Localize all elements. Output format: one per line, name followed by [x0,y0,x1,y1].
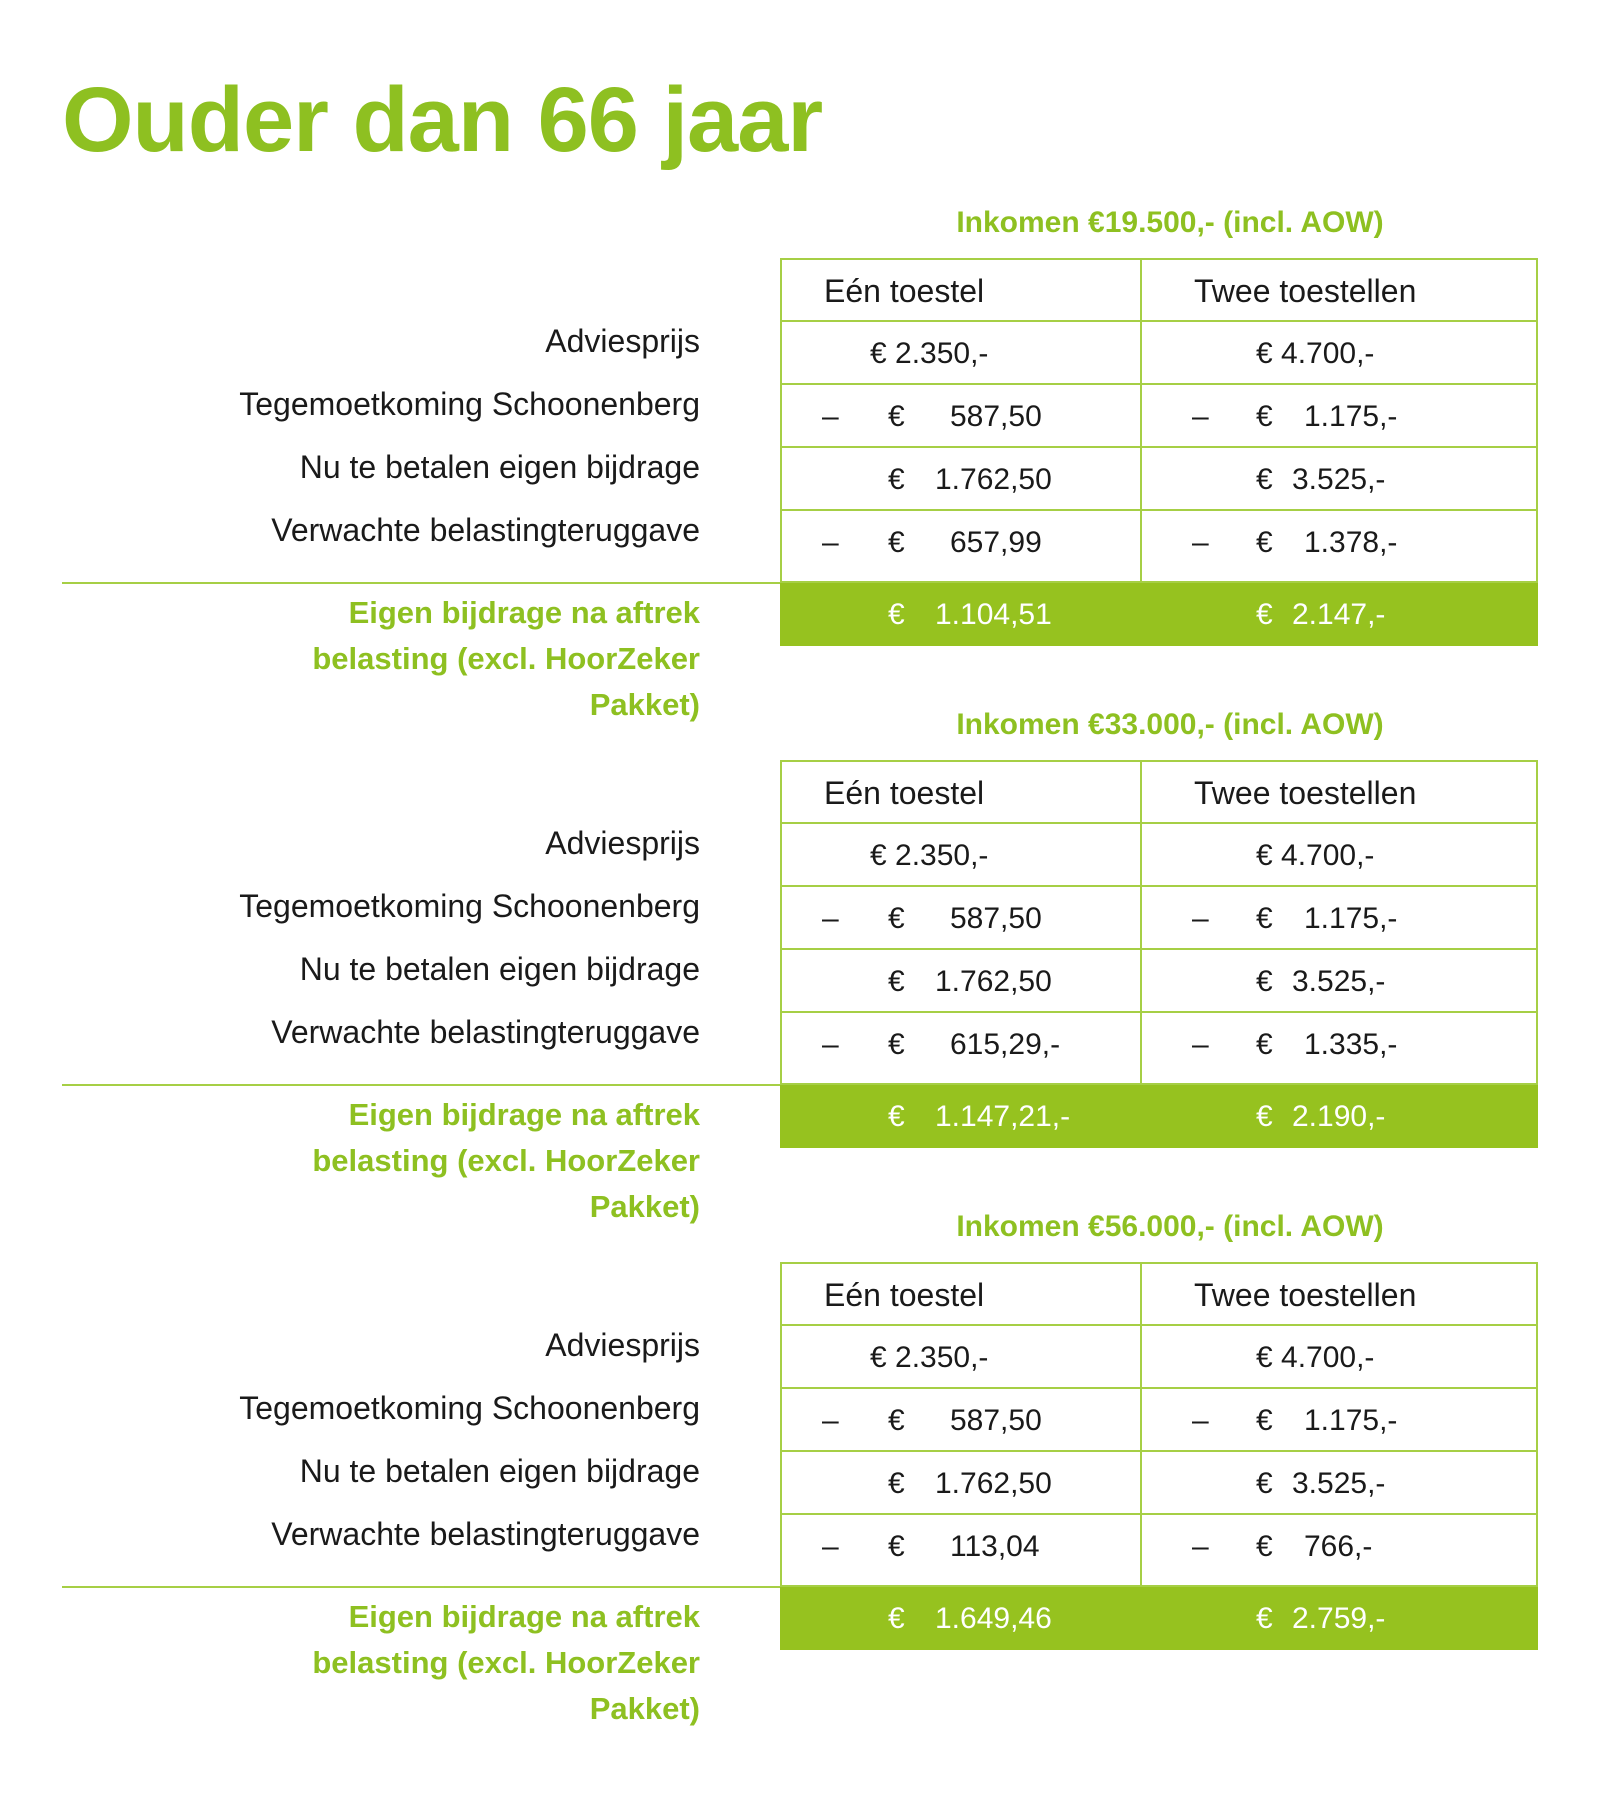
total-bar [780,583,1538,646]
euro-sign: € [888,1467,905,1500]
minus-sign: – [822,902,839,935]
euro-sign: € [888,1100,905,1133]
euro-sign: € [1256,1404,1273,1437]
separator-line [62,582,780,584]
row-label-tegemoetkoming: Tegemoetkoming Schoonenberg [239,1390,700,1426]
column-header-one: Eén toestel [824,775,985,811]
euro-sign: € [888,526,905,559]
separator-line [62,1586,780,1588]
euro-sign: € [1256,598,1273,631]
minus-sign: – [1192,1404,1209,1437]
column-divider [1140,760,1142,1085]
total-label-line: Pakket) [589,687,700,722]
total-label-line: belasting (excl. HoorZeker [312,1645,700,1680]
income-section [0,198,1600,722]
column-divider [1140,258,1142,583]
row-label-nu-te-betalen: Nu te betalen eigen bijdrage [299,1453,700,1489]
section-heading: Inkomen €19.500,- (incl. AOW) [956,206,1384,239]
section-heading: Inkomen €33.000,- (incl. AOW) [956,708,1384,741]
euro-sign: € [1256,1028,1273,1061]
minus-sign: – [822,1530,839,1563]
tegemoetkoming-one: 587,50 [950,400,1042,433]
euro-sign: € [888,598,905,631]
row-label-tegemoetkoming: Tegemoetkoming Schoonenberg [239,386,700,422]
belastingteruggave-one: 615,29,- [950,1028,1061,1061]
euro-sign: € [1256,463,1273,496]
nu-te-betalen-one: 1.762,50 [935,965,1052,998]
total-bar [780,1587,1538,1650]
row-label-adviesprijs: Adviesprijs [545,825,700,861]
tegemoetkoming-one: 587,50 [950,1404,1042,1437]
nu-te-betalen-one: 1.762,50 [935,463,1052,496]
cost-table [780,258,1538,646]
belastingteruggave-one: 657,99 [950,526,1042,559]
euro-sign: € [888,965,905,998]
belastingteruggave-two: 1.378,- [1304,526,1398,559]
separator-line [62,1084,780,1086]
euro-sign: € [1256,902,1273,935]
total-one: 1.104,51 [935,598,1052,631]
total-label [100,1594,700,1732]
minus-sign: – [822,400,839,433]
minus-sign: – [1192,1530,1209,1563]
minus-sign: – [1192,1028,1209,1061]
row-label-nu-te-betalen: Nu te betalen eigen bijdrage [299,951,700,987]
euro-sign: € [1256,1602,1273,1635]
tegemoetkoming-two: 1.175,- [1304,1404,1398,1437]
adviesprijs-one: € 2.350,- [870,839,989,872]
nu-te-betalen-two: 3.525,- [1292,1467,1386,1500]
euro-sign: € [888,1028,905,1061]
row-label-belastingteruggave: Verwachte belastingteruggave [271,1516,700,1552]
adviesprijs-two: € 4.700,- [1256,839,1375,872]
euro-sign: € [1256,1530,1273,1563]
cost-table [780,1262,1538,1650]
nu-te-betalen-two: 3.525,- [1292,965,1386,998]
income-section [0,700,1600,1224]
column-header-two: Twee toestellen [1194,1277,1417,1313]
euro-sign: € [888,1530,905,1563]
column-header-one: Eén toestel [824,273,985,309]
income-section [0,1202,1600,1726]
adviesprijs-two: € 4.700,- [1256,1341,1375,1374]
cost-table [780,760,1538,1148]
total-two: 2.190,- [1292,1100,1386,1133]
row-label-belastingteruggave: Verwachte belastingteruggave [271,1014,700,1050]
euro-sign: € [1256,526,1273,559]
euro-sign: € [1256,400,1273,433]
total-bar [780,1085,1538,1148]
total-label-line: Eigen bijdrage na aftrek [348,1599,700,1634]
minus-sign: – [1192,526,1209,559]
euro-sign: € [1256,965,1273,998]
euro-sign: € [888,902,905,935]
page-title: Ouder dan 66 jaar [62,69,823,171]
total-label-line: Pakket) [589,1189,700,1224]
column-header-one: Eén toestel [824,1277,985,1313]
minus-sign: – [822,526,839,559]
total-label-line: Eigen bijdrage na aftrek [348,1097,700,1132]
minus-sign: – [822,1404,839,1437]
column-divider [1140,1262,1142,1587]
euro-sign: € [888,1602,905,1635]
row-label-nu-te-betalen: Nu te betalen eigen bijdrage [299,449,700,485]
tegemoetkoming-one: 587,50 [950,902,1042,935]
total-label-line: Eigen bijdrage na aftrek [348,595,700,630]
euro-sign: € [1256,1467,1273,1500]
euro-sign: € [1256,1100,1273,1133]
nu-te-betalen-one: 1.762,50 [935,1467,1052,1500]
adviesprijs-two: € 4.700,- [1256,337,1375,370]
nu-te-betalen-two: 3.525,- [1292,463,1386,496]
total-label-line: Pakket) [589,1691,700,1726]
row-label-tegemoetkoming: Tegemoetkoming Schoonenberg [239,888,700,924]
column-header-two: Twee toestellen [1194,775,1417,811]
total-one: 1.649,46 [935,1602,1052,1635]
total-label-line: belasting (excl. HoorZeker [312,1143,700,1178]
adviesprijs-one: € 2.350,- [870,337,989,370]
row-label-adviesprijs: Adviesprijs [545,1327,700,1363]
minus-sign: – [1192,902,1209,935]
row-label-adviesprijs: Adviesprijs [545,323,700,359]
total-one: 1.147,21,- [935,1100,1071,1133]
belastingteruggave-two: 1.335,- [1304,1028,1398,1061]
minus-sign: – [822,1028,839,1061]
euro-sign: € [888,463,905,496]
total-label-line: belasting (excl. HoorZeker [312,641,700,676]
belastingteruggave-one: 113,04 [950,1530,1040,1563]
column-header-two: Twee toestellen [1194,273,1417,309]
euro-sign: € [888,1404,905,1437]
belastingteruggave-two: 766,- [1304,1530,1373,1563]
euro-sign: € [888,400,905,433]
total-two: 2.759,- [1292,1602,1386,1635]
tegemoetkoming-two: 1.175,- [1304,400,1398,433]
row-label-belastingteruggave: Verwachte belastingteruggave [271,512,700,548]
adviesprijs-one: € 2.350,- [870,1341,989,1374]
section-heading: Inkomen €56.000,- (incl. AOW) [956,1210,1384,1243]
total-two: 2.147,- [1292,598,1386,631]
minus-sign: – [1192,400,1209,433]
tegemoetkoming-two: 1.175,- [1304,902,1398,935]
